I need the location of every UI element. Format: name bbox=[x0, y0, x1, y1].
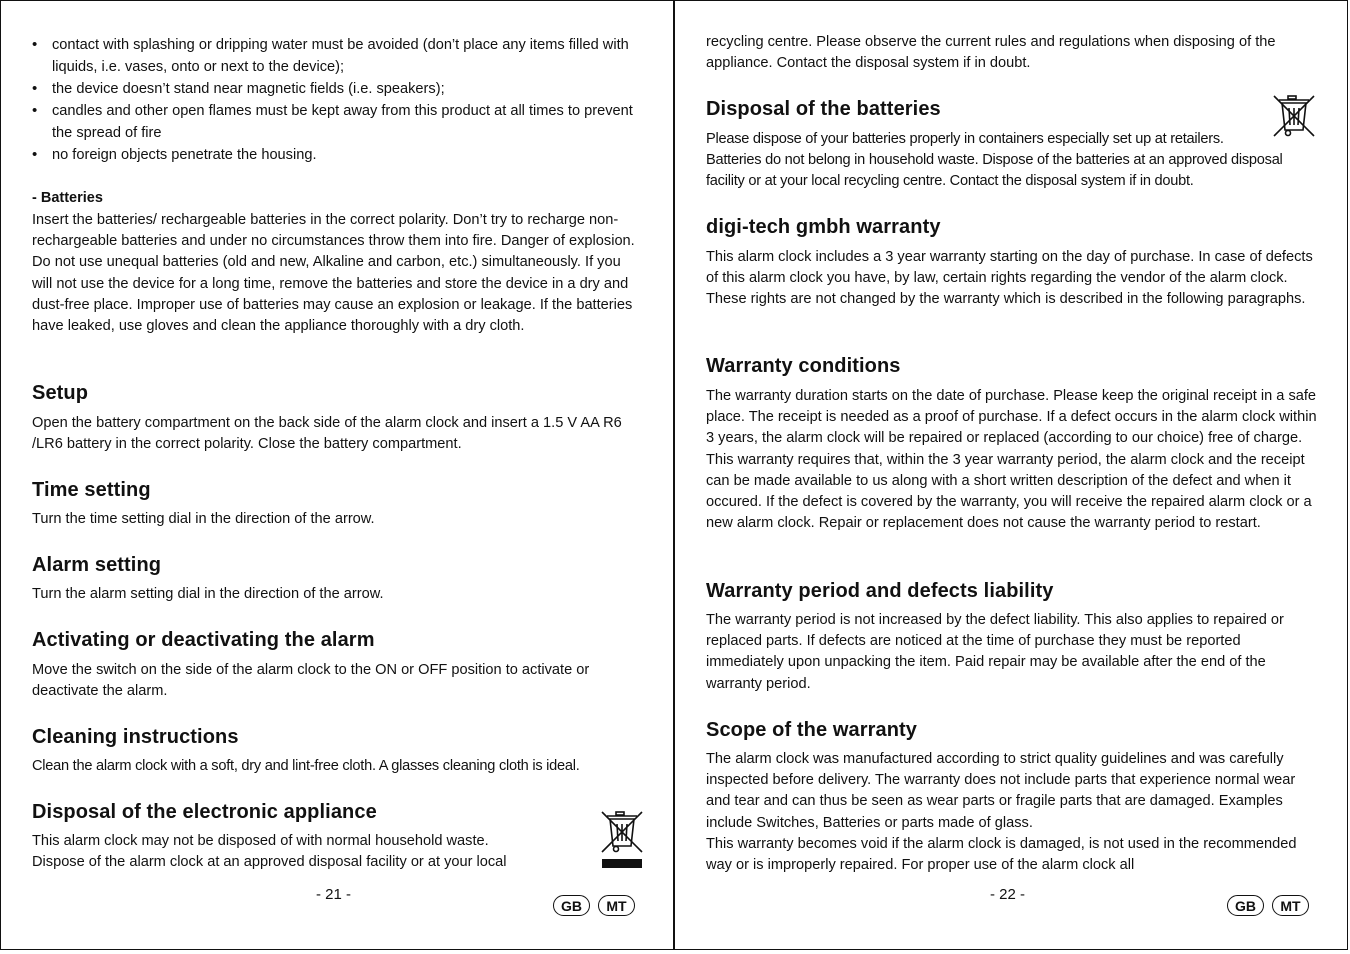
language-badge-mt: MT bbox=[598, 895, 635, 916]
time-setting-heading: Time setting bbox=[32, 479, 151, 501]
warranty-scope-line-1: The alarm clock was manufactured according to strict quality guidelines and was carefully inspected before delivery. The warranty does not include parts that experience normal wear and tear and can thus be seen as wear parts or fragile parts that are damaged. Examples include Switches, Batteries or parts made of glass. bbox=[706, 751, 1296, 831]
language-badge-gb: GB bbox=[1227, 895, 1264, 916]
cleaning-text: Clean the alarm clock with a soft, dry and lint-free cloth. A glasses cleaning cloth is ideal. bbox=[32, 758, 580, 774]
list-item: • candles and other open flames must be kept away from this product at all times to prevent the spread of fire bbox=[32, 100, 644, 144]
page-number: - 21 - bbox=[316, 886, 352, 903]
list-item: • no foreign objects penetrate the housing. bbox=[32, 144, 644, 166]
disposal-batteries-line-1: Please dispose of your batteries properly in containers especially set up at retailers. bbox=[706, 131, 1224, 147]
disposal-batteries-heading: Disposal of the batteries bbox=[706, 98, 941, 120]
disposal-batteries-text bbox=[706, 129, 1318, 193]
warranty-text: This alarm clock includes a 3 year warranty starting on the day of purchase. In case of defects of this alarm clock you have, by law, certain rights regarding the vendor of the alarm clock. These rights are not changed by the warranty which is described in the following paragraphs. bbox=[706, 249, 1313, 308]
page-divider bbox=[673, 0, 675, 950]
language-badges bbox=[1227, 895, 1309, 916]
language-badge-mt: MT bbox=[1272, 895, 1309, 916]
warranty-heading: digi-tech gmbh warranty bbox=[706, 216, 941, 238]
batteries-text: Insert the batteries/ rechargeable batteries in the correct polarity. Don’t try to recharge non-rechargeable batteries and under no circumstances throw them into fire. Danger of explosion. Do not use unequal batteries (old and new, Alkaline and carbon, etc.) simultaneously. If you will not use the device for a long time, remove the batteries and store the device in a dry and dust-free place. Improper use of batteries may cause an explosion or leakage. If the batteries have leaked, use gloves and clean the appliance thoroughly with a dry cloth. bbox=[32, 212, 635, 335]
disposal-electronic-text bbox=[32, 831, 582, 873]
disposal-electronic-line-1: This alarm clock may not be disposed of with normal household waste. bbox=[32, 833, 489, 849]
alarm-setting-text: Turn the alarm setting dial in the direction of the arrow. bbox=[32, 586, 384, 602]
activating-alarm-heading: Activating or deactivating the alarm bbox=[32, 629, 375, 651]
warranty-conditions-text: The warranty duration starts on the date of purchase. Please keep the original receipt in a safe place. The receipt is needed as a proof of purchase. If a defect occurs in the alarm clock within 3 years, the alarm clock will be repaired or replaced (according to our choice) free of charge. This warranty requires that, within the 3 year warranty period, the alarm clock and the receipt can be made available to us along with a short written description of the defect and when it occured. If the defect is covered by the warranty, you will receive the repaired alarm clock or a new alarm clock. Repair or replacement does not cause the warranty period to restart. bbox=[706, 388, 1317, 532]
right-page bbox=[706, 0, 1318, 950]
disposal-batteries-line-2: Batteries do not belong in household waste. Dispose of the batteries at an approved disposal facility or at your local recycling centre. Contact the disposal system if in doubt. bbox=[706, 152, 1283, 190]
setup-heading: Setup bbox=[32, 382, 89, 404]
activating-alarm-text: Move the switch on the side of the alarm clock to the ON or OFF position to activate or deactivate the alarm. bbox=[32, 662, 590, 700]
warranty-scope-heading: Scope of the warranty bbox=[706, 719, 918, 741]
disposal-electronic-line-2: Dispose of the alarm clock at an approved disposal facility or at your local bbox=[32, 854, 507, 871]
time-setting-text: Turn the time setting dial in the direction of the arrow. bbox=[32, 511, 375, 527]
disposal-electronic-heading: Disposal of the electronic appliance bbox=[32, 801, 377, 823]
alarm-setting-heading: Alarm setting bbox=[32, 554, 162, 576]
safety-bullet-list bbox=[32, 34, 644, 166]
warranty-period-text: The warranty period is not increased by the defect liability. This also applies to repaired or replaced parts. If defects are noticed at the time of purchase they must be reported immediately upon unpacking the item. Paid repair may be available after the end of the warranty period. bbox=[706, 612, 1284, 692]
setup-text: Open the battery compartment on the back side of the alarm clock and insert a 1.5 V AA R6 /LR6 battery in the correct polarity. Close the battery compartment. bbox=[32, 415, 622, 453]
warranty-scope-text bbox=[706, 749, 1318, 876]
list-item: • the device doesn’t stand near magnetic fields (i.e. speakers); bbox=[32, 78, 644, 100]
recycling-continuation-text: recycling centre. Please observe the current rules and regulations when disposing of the appliance. Contact the disposal system if in doubt. bbox=[706, 34, 1276, 72]
left-page bbox=[32, 0, 644, 950]
list-item: • contact with splashing or dripping water must be avoided (don’t place any items filled with liquids, i.e. vases, onto or next to the device); bbox=[32, 34, 644, 78]
crossed-out-wheelie-bin-with-bar-icon bbox=[600, 810, 644, 872]
warranty-period-heading: Warranty period and defects liability bbox=[706, 580, 1054, 602]
cleaning-heading: Cleaning instructions bbox=[32, 726, 239, 748]
page-number: - 22 - bbox=[990, 886, 1026, 903]
crossed-out-wheelie-bin-icon bbox=[1272, 94, 1316, 138]
warranty-conditions-heading: Warranty conditions bbox=[706, 355, 901, 377]
language-badges bbox=[553, 895, 635, 916]
warranty-scope-line-2: This warranty becomes void if the alarm clock is damaged, is not used in the recommended way or is improperly repaired. For proper use of the alarm clock all bbox=[706, 835, 1297, 874]
language-badge-gb: GB bbox=[553, 895, 590, 916]
batteries-subheading: - Batteries bbox=[32, 190, 103, 206]
